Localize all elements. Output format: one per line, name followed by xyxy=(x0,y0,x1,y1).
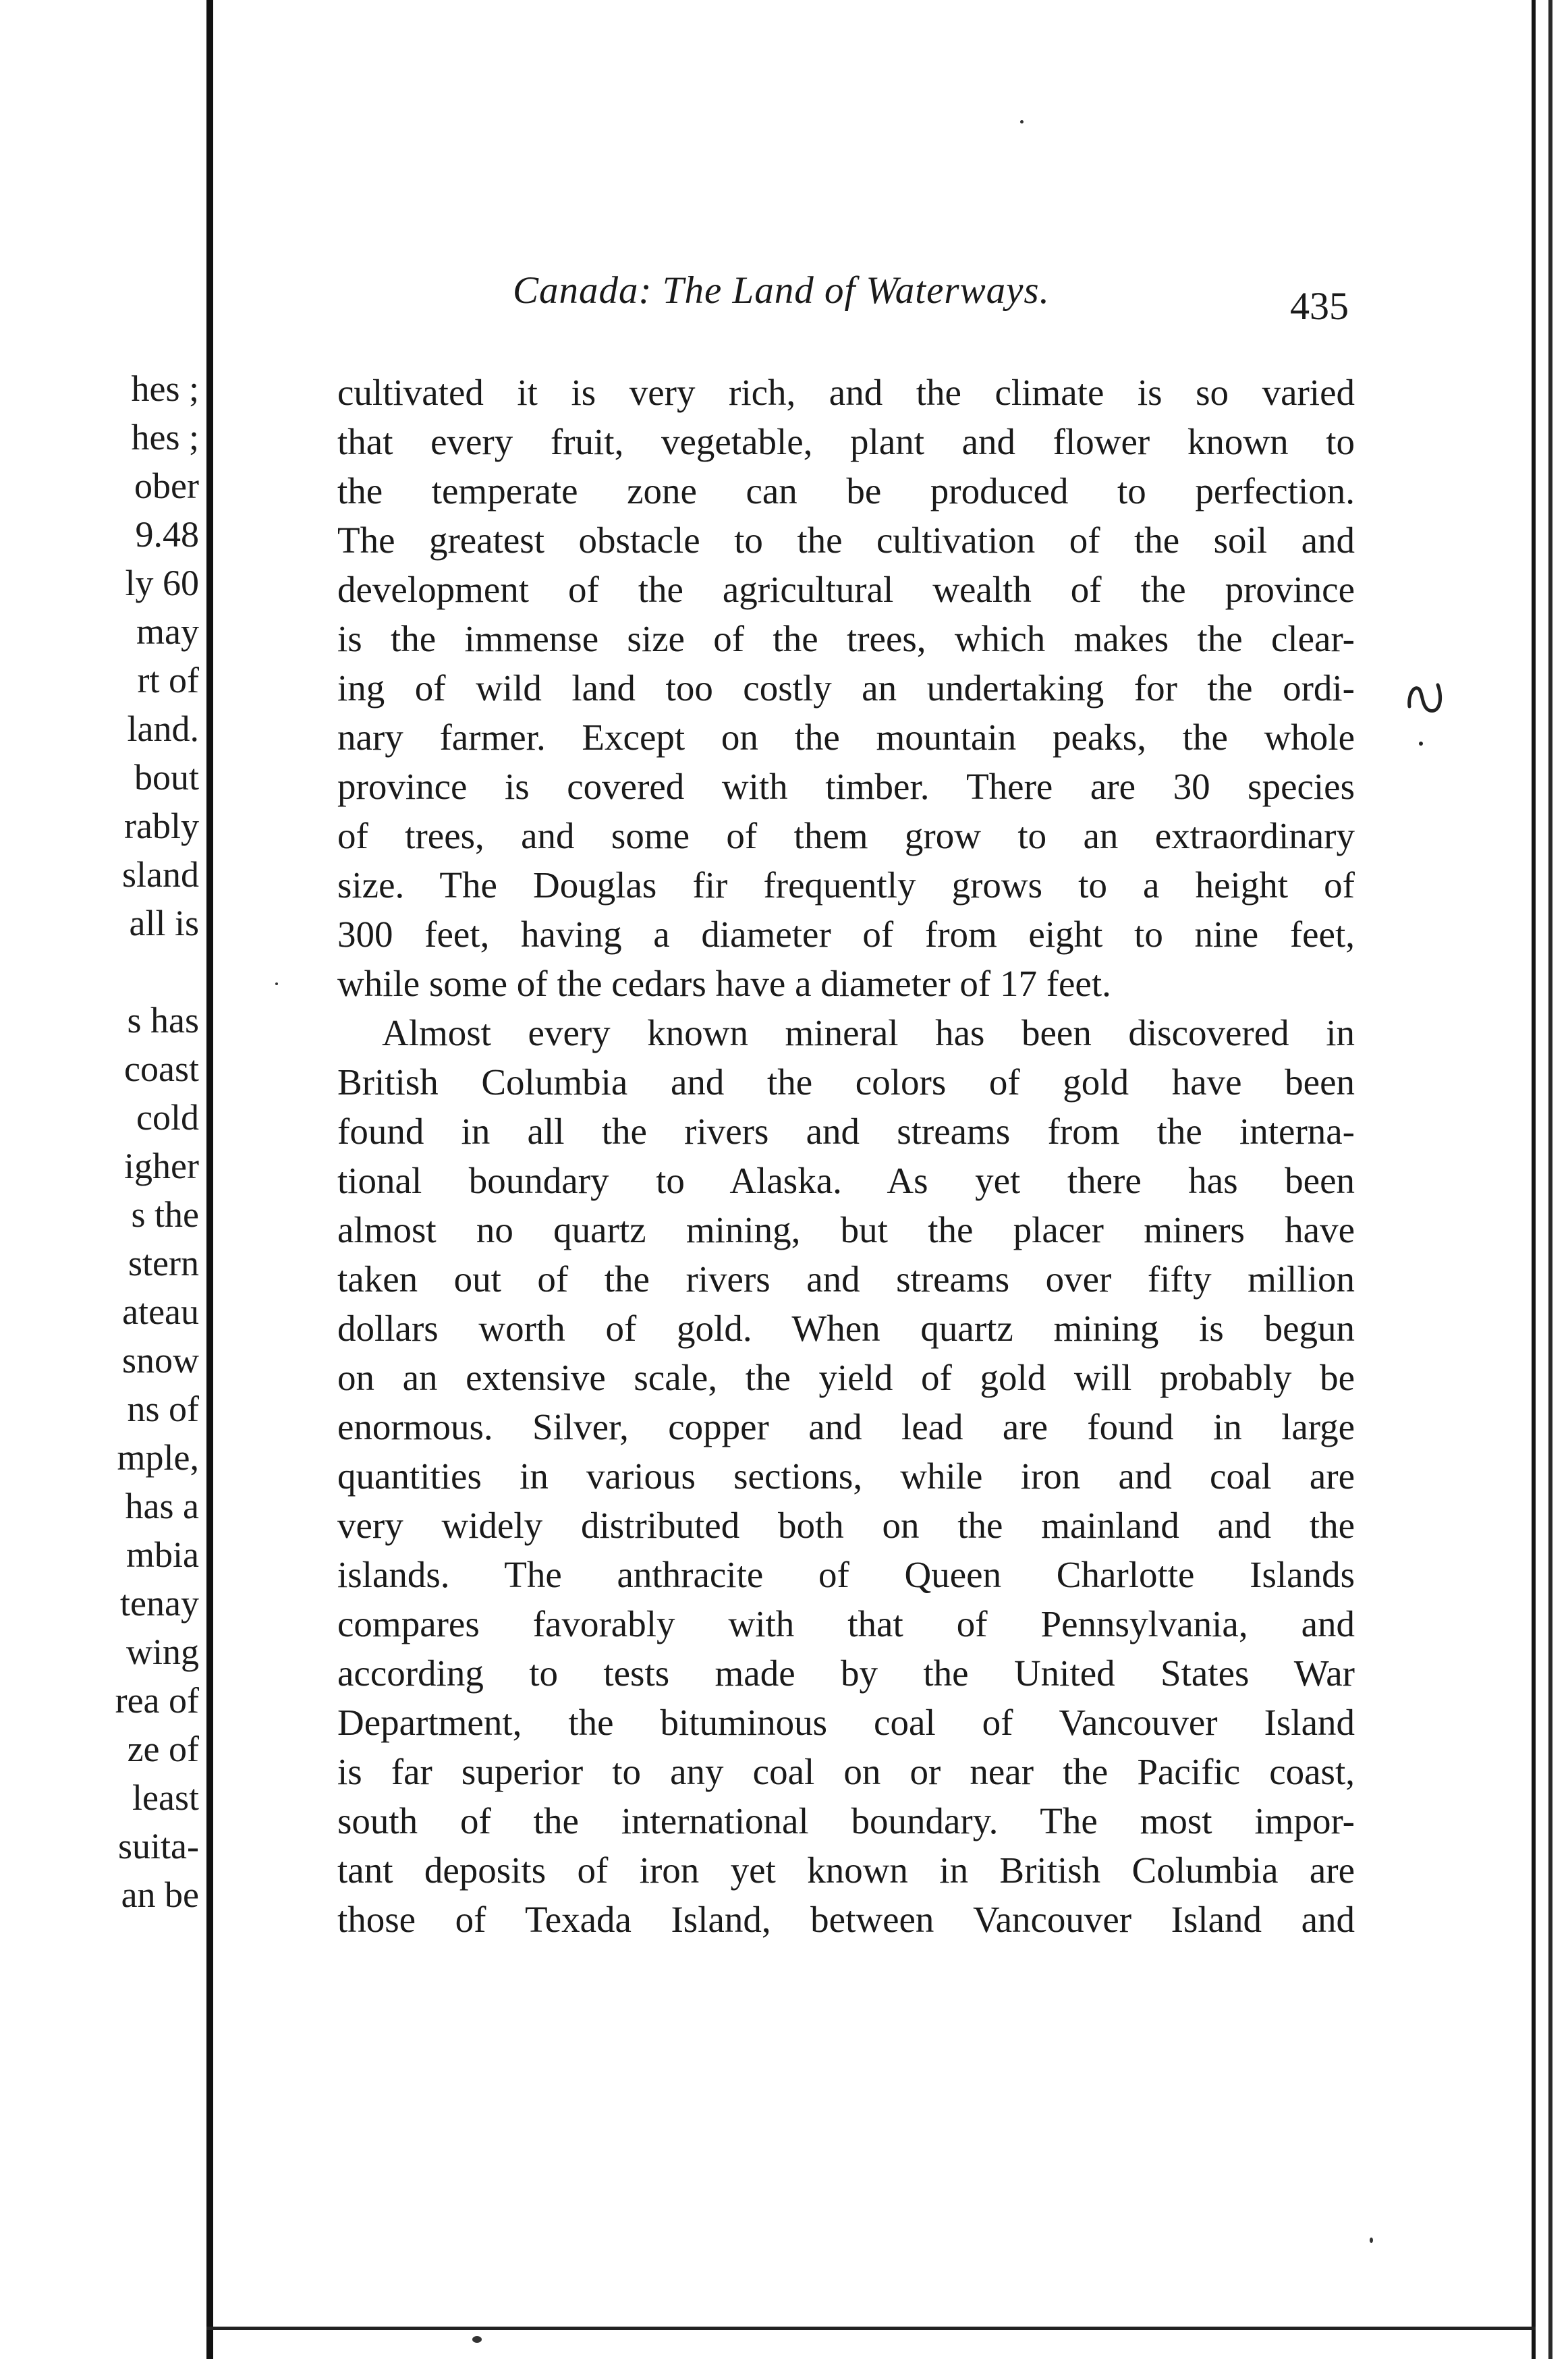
page-right-edge xyxy=(1532,0,1536,2359)
text-line: ing of wild land too costly an undertaking for the ordi- xyxy=(337,667,1355,709)
scan-speck xyxy=(1370,2238,1373,2243)
left-page-line: rt of xyxy=(137,660,199,700)
text-line: on an extensive scale, the yield of gold will probably be xyxy=(337,1357,1355,1398)
text-line: is far superior to any coal on or near the Pacific coast, xyxy=(337,1751,1355,1792)
text-line: very widely distributed both on the mainland and the xyxy=(337,1505,1355,1546)
text-line: quantities in various sections, while iron and coal are xyxy=(337,1455,1355,1497)
left-page-line: may xyxy=(136,611,199,652)
text-line: enormous. Silver, copper and lead are found in large xyxy=(337,1406,1355,1447)
text-line: British Columbia and the colors of gold have been xyxy=(337,1061,1355,1103)
text-line: is the immense size of the trees, which makes the clear- xyxy=(337,618,1355,659)
text-line: tant deposits of iron yet known in British Columbia are xyxy=(337,1850,1355,1891)
left-page-line: s the xyxy=(131,1194,199,1235)
running-head-title: Canada: The Land of Waterways. xyxy=(513,269,1050,312)
text-line: while some of the cedars have a diameter of 17 feet. xyxy=(337,963,1111,1004)
left-page-line: rably xyxy=(124,806,199,846)
text-line: province is covered with timber. There are 30 species xyxy=(337,766,1355,807)
text-line: taken out of the rivers and streams over fifty million xyxy=(337,1258,1355,1300)
text-line: those of Texada Island, between Vancouver Island and xyxy=(337,1899,1355,1940)
text-line: Department, the bituminous coal of Vancouver Island xyxy=(337,1702,1355,1743)
scan-speck xyxy=(472,2336,482,2343)
text-line: 300 feet, having a diameter of from eight to nine feet, xyxy=(337,914,1355,955)
left-page-line: mple, xyxy=(117,1437,199,1478)
text-line: according to tests made by the United States War xyxy=(337,1653,1355,1694)
left-page-line: ns of xyxy=(127,1389,199,1429)
text-line: size. The Douglas fir frequently grows to a height of xyxy=(337,864,1355,906)
left-page-line: bout xyxy=(134,757,199,798)
scan-speck xyxy=(1020,120,1024,123)
page-number: 435 xyxy=(1290,284,1349,328)
text-line: the temperate zone can be produced to perfection. xyxy=(337,470,1355,511)
left-page-line: wing xyxy=(126,1632,199,1672)
left-page-line: cold xyxy=(136,1097,199,1138)
left-page-line: ly 60 xyxy=(125,563,199,603)
left-page-line: snow xyxy=(121,1340,199,1381)
left-page-line: 9.48 xyxy=(135,514,199,555)
left-page-line: all is xyxy=(129,903,199,943)
body-text xyxy=(337,368,1355,1944)
left-page-line: ober xyxy=(134,466,199,506)
text-line: that every fruit, vegetable, plant and flower known to xyxy=(337,421,1355,462)
left-page-line: land. xyxy=(127,709,199,749)
text-line: nary farmer. Except on the mountain peaks, the whole xyxy=(337,717,1355,758)
left-page-line: s has xyxy=(127,1000,199,1040)
text-line: Almost every known mineral has been discovered in xyxy=(382,1012,1355,1053)
text-line: islands. The anthracite of Queen Charlotte Islands xyxy=(337,1554,1355,1595)
left-page-line: stern xyxy=(128,1243,199,1283)
left-page-line: rea of xyxy=(115,1680,199,1721)
left-page-line: ze of xyxy=(127,1729,199,1769)
text-line: compares favorably with that of Pennsylvania, and xyxy=(337,1603,1355,1644)
left-page-line: sland xyxy=(122,854,199,895)
page-gutter-divider xyxy=(206,0,213,2359)
left-page-line: hes ; xyxy=(131,368,199,409)
left-page-line: has a xyxy=(125,1486,199,1526)
left-page-line: tenay xyxy=(120,1583,199,1623)
left-page-line: hes ; xyxy=(131,417,199,457)
left-page-line: igher xyxy=(124,1146,199,1186)
text-line: south of the international boundary. The most impor- xyxy=(337,1800,1355,1841)
text-line: The greatest obstacle to the cultivation of the soil and xyxy=(337,520,1355,561)
scan-speck xyxy=(275,982,278,985)
page-right-edge-outer xyxy=(1548,0,1552,2359)
left-page-line: an be xyxy=(121,1875,199,1915)
text-line: cultivated it is very rich, and the climate is so varied xyxy=(337,372,1355,413)
left-page-line: ateau xyxy=(122,1292,199,1332)
left-facing-page xyxy=(0,0,206,2359)
left-page-line: suita- xyxy=(118,1826,199,1866)
left-page-line: coast xyxy=(124,1049,199,1089)
text-line: dollars worth of gold. When quartz mining is begun xyxy=(337,1308,1355,1349)
text-line: development of the agricultural wealth of the province xyxy=(337,569,1355,610)
page-bottom-edge xyxy=(206,2327,1536,2330)
handwritten-margin-mark xyxy=(1402,676,1443,757)
text-line: found in all the rivers and streams from the interna- xyxy=(337,1111,1355,1152)
left-page-line: mbia xyxy=(126,1534,199,1575)
left-page-line: least xyxy=(132,1777,199,1818)
text-line: of trees, and some of them grow to an extraordinary xyxy=(337,815,1355,856)
text-line: tional boundary to Alaska. As yet there has been xyxy=(337,1160,1355,1201)
text-line: almost no quartz mining, but the placer miners have xyxy=(337,1209,1355,1250)
